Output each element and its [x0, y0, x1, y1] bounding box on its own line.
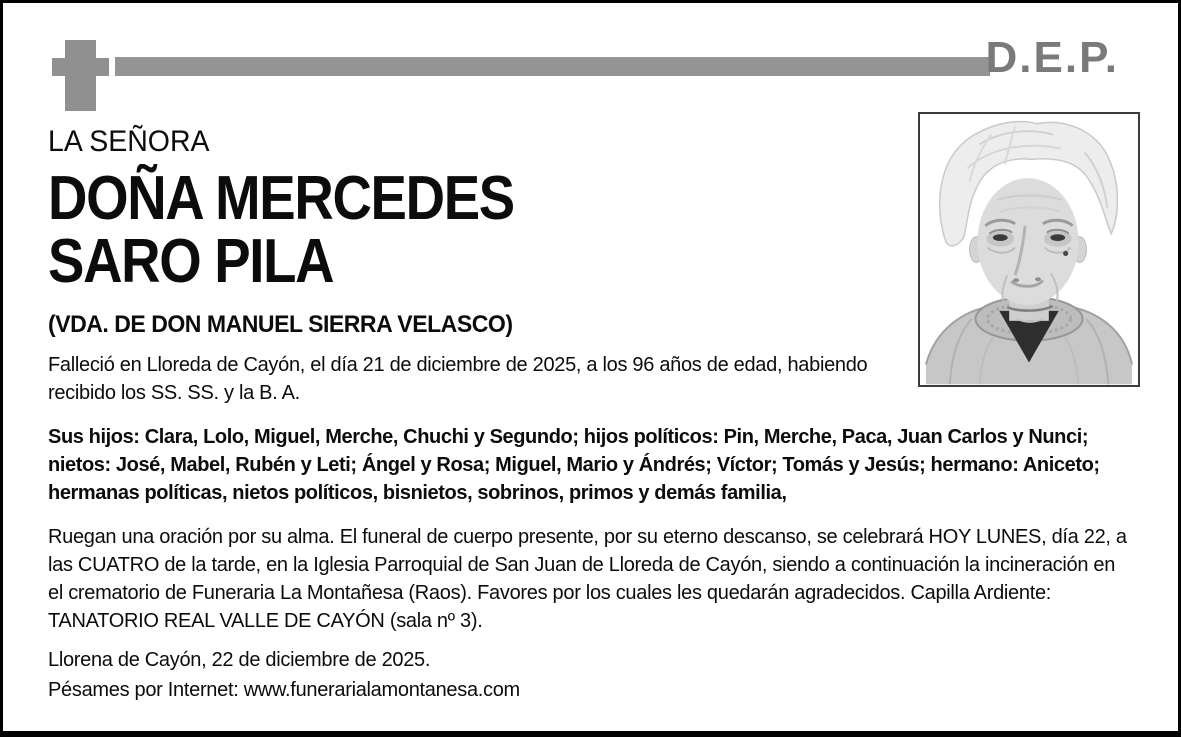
dep-label: D.E.P. [985, 33, 1119, 82]
header [3, 3, 1178, 115]
deceased-name [48, 164, 1178, 296]
honorific: LA SEÑORA [48, 125, 210, 158]
deceased-name-line1: DOÑA MERCEDES [48, 164, 514, 233]
deceased-name-line2: SARO PILA [48, 227, 334, 296]
place-date-line: Llorena de Cayón, 22 de diciembre de 2025. [48, 649, 431, 671]
family-statement: Sus hijos: Clara, Lolo, Miguel, Merche, Chuchi y Segundo; hijos políticos: Pin, Merche, Paca, Juan Carlos y Nunci; nietos: José, Mabel, Rubén y Leti; Ángel y Rosa; Miguel, Mario y Ándrés; Víctor; Tomás y Jesús; hermano: Aniceto; hermanas políticas, nietos políticos, bisnietos, sobrinos, primos y demás familia, [48, 426, 1100, 504]
funeral-statement: Ruegan una oración por su alma. El funeral de cuerpo presente, por su eterno descanso, se celebrará HOY LUNES, día 22, a las CUATRO de la tarde, en la Iglesia Parroquial de San Juan de Lloreda de Cayón, siendo a continuación la incineración en el crematorio de Funeraria La Montañesa (Raos). Favores por los cuales les quedarán agradecidos. Capilla Ardiente: TANATORIO REAL VALLE DE CAYÓN (sala nº 3). [48, 526, 1127, 632]
relation-line: (VDA. DE DON MANUEL SIERRA VELASCO) [48, 311, 513, 338]
condolences-line: Pésames por Internet: www.funerarialamontanesa.com [48, 679, 520, 701]
memorial-cross-icon [52, 40, 109, 111]
divider-bar [115, 57, 990, 76]
death-statement: Falleció en Lloreda de Cayón, el día 21 de diciembre de 2025, a los 96 años de edad, habiendo recibido los SS. SS. y la B. A. [48, 354, 868, 404]
